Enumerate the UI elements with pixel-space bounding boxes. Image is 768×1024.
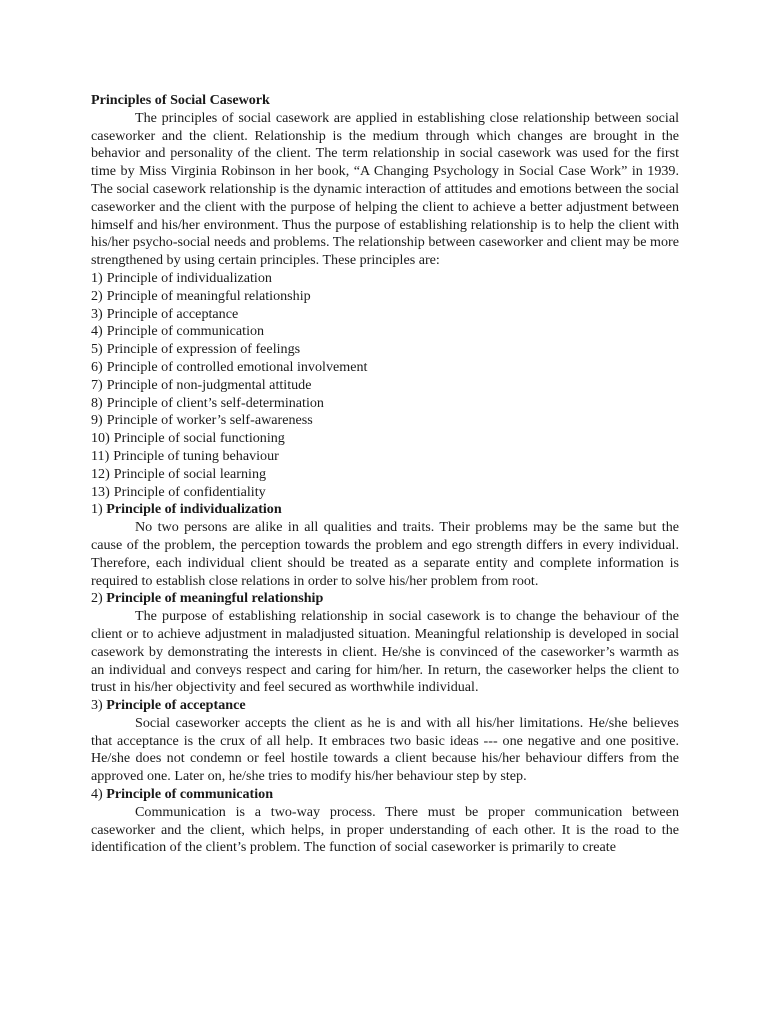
section-acceptance [91,697,679,786]
list-item [91,430,679,448]
section-body: The purpose of establishing relationship in social casework is to change the behaviour of the client or to achieve adjustment in maladjusted situation. Meaningful relationship is developed in social casework by demonstrating the interests in client. He/she is convinced of the caseworker’s warmth as an individual and conveys respect and caring for him/her. In return, the caseworker helps the client to trust in his/her objectivity and feel secured as worthwhile individual. [91,608,679,696]
list-item-label: Principle of tuning behaviour [113,447,279,464]
list-item-number: 13) [91,483,110,500]
list-item-number: 12) [91,465,110,482]
section-number: 2) [91,590,103,607]
list-item-label: Principle of controlled emotional involvement [106,358,368,375]
list-item-label: Principle of social learning [113,465,267,482]
section-body: Social caseworker accepts the client as he is and with all his/her limitations. He/she believes that acceptance is the crux of all help. It embraces two basic ideas --- one negative and one positive. He/she does not condemn or feel hostile towards a client because his/her behaviour differs from the approved one. Later on, he/she tries to modify his/her behaviour step by step. [91,714,679,785]
document-page [91,92,679,857]
section-heading [91,786,679,804]
section-communication [91,786,679,857]
section-meaningful-relationship [91,590,679,697]
list-item-number: 5) [91,341,103,358]
list-item [91,395,679,413]
list-item-label: Principle of client’s self-determination [106,394,324,411]
list-item-label: Principle of social functioning [113,430,285,447]
list-item-number: 2) [91,287,103,304]
list-item [91,412,679,430]
list-item-label: Principle of communication [106,323,265,340]
list-item [91,306,679,324]
section-heading [91,501,679,519]
list-item-label: Principle of meaningful relationship [106,287,311,304]
section-heading-label: Principle of meaningful relationship [106,590,324,607]
list-item [91,359,679,377]
section-number: 4) [91,786,103,803]
list-item-number: 11) [91,447,110,464]
list-item [91,448,679,466]
section-body: No two persons are alike in all qualities and traits. Their problems may be the same but the cause of the problem, the perception towards the problem and ego strength differs in every individual. Therefore, each individual client should be treated as a separate entity and complete information is required to establish close relations in order to solve his/her problem from root. [91,519,679,589]
list-item-label: Principle of individualization [106,269,272,286]
section-heading-label: Principle of individualization [106,501,282,518]
principles-list [91,270,679,501]
list-item-label: Principle of worker’s self-awareness [106,412,313,429]
list-item [91,288,679,306]
document-title: Principles of Social Casework [91,92,270,108]
list-item-number: 9) [91,412,103,429]
list-item [91,466,679,484]
intro-paragraph: The principles of social casework are applied in establishing close relationship between social caseworker and the client. Relationship is the medium through which changes are brought in the behavior and personality of the client. The term relationship in social casework was used for the first time by Miss Virginia Robinson in her book, “A Changing Psychology in Social Case Work” in 1939. The social casework relationship is the dynamic interaction of attitudes and emotions between the social caseworker and the client with the purpose of helping the client to achieve a better adjustment between himself and his/her environment. Thus the purpose of establishing relationship is to help the client with his/her psycho-social needs and problems. The relationship between caseworker and client may be more strengthened by using certain principles. These principles are: [91,109,679,269]
section-heading [91,590,679,608]
section-body: Communication is a two-way process. There must be proper communication between caseworker and the client, which helps, in proper understanding of each other. It is the road to the identification of the client’s problem. The function of social caseworker is primarily to create [91,803,679,856]
section-number: 3) [91,697,103,714]
section-heading-label: Principle of acceptance [106,697,246,714]
list-item-label: Principle of non-judgmental attitude [106,376,312,393]
list-item-number: 1) [91,269,103,286]
list-item-number: 8) [91,394,103,411]
list-item-label: Principle of confidentiality [113,483,266,500]
list-item-label: Principle of expression of feelings [106,341,301,358]
list-item-number: 7) [91,376,103,393]
list-item [91,341,679,359]
list-item-number: 10) [91,430,110,447]
list-item-number: 4) [91,323,103,340]
list-item-number: 3) [91,305,103,322]
section-heading [91,697,679,715]
section-number: 1) [91,501,103,518]
section-heading-label: Principle of communication [106,786,274,803]
list-item [91,377,679,395]
list-item [91,484,679,502]
list-item-label: Principle of acceptance [106,305,239,322]
list-item [91,323,679,341]
list-item-number: 6) [91,358,103,375]
list-item [91,270,679,288]
section-individualization [91,501,679,590]
